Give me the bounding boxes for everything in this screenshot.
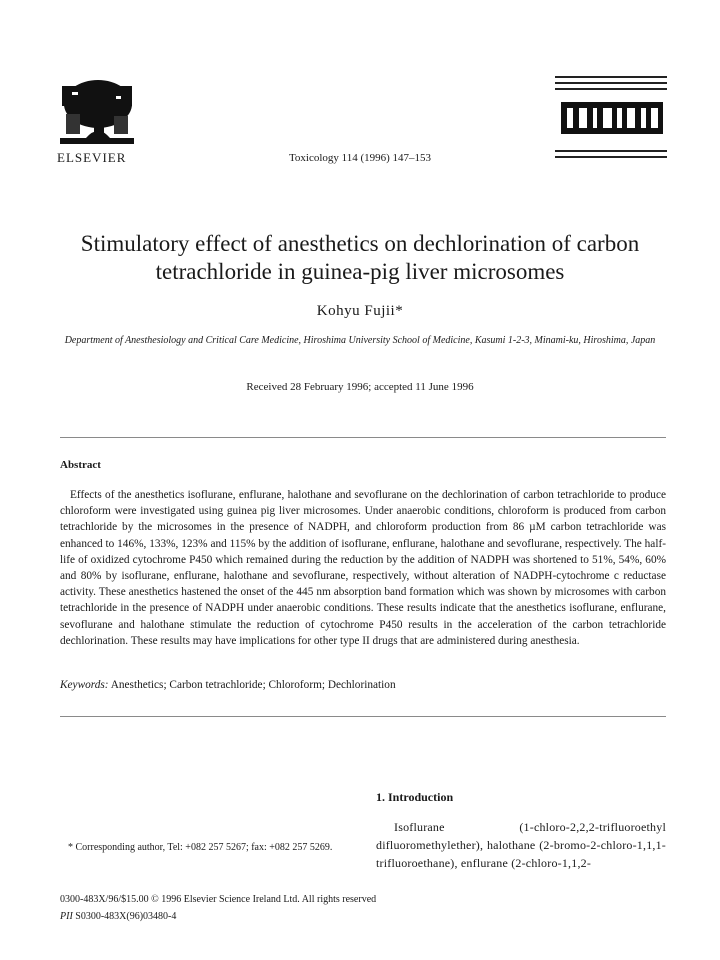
abstract-heading: Abstract xyxy=(60,459,101,471)
section-heading-introduction: 1. Introduction xyxy=(376,790,454,804)
publisher-name: ELSEVIER xyxy=(57,150,127,165)
journal-citation: Toxicology 114 (1996) 147–153 xyxy=(288,152,432,164)
corresponding-author-footnote: * Corresponding author, Tel: +082 257 5267; fax: +082 257 5269. xyxy=(68,842,333,853)
pii-line xyxy=(60,911,176,922)
author-name: Kohyu Fujii* xyxy=(316,303,404,319)
publisher-logo xyxy=(58,78,136,150)
journal-logo xyxy=(555,72,667,164)
copyright-line: 0300-483X/96/$15.00 © 1996 Elsevier Science Ireland Ltd. All rights reserved xyxy=(60,894,377,905)
keywords-line xyxy=(60,679,396,691)
divider-bottom xyxy=(60,716,666,717)
keywords-label: Keywords: xyxy=(60,679,109,691)
keywords-list: Anesthetics; Carbon tetrachloride; Chloroform; Dechlorination xyxy=(110,679,396,691)
pii-label: PII xyxy=(60,911,73,922)
introduction-body: Isoflurane (1-chloro-2,2,2-trifluoroethyl difluoromethylether), halothane (2-bromo-2-chloro-1,1,1-trifluoroethane), enflurane (2-chloro-1,1,2- xyxy=(376,820,666,870)
received-accepted-dates: Received 28 February 1996; accepted 11 June 1996 xyxy=(246,381,474,393)
article-title: Stimulatory effect of anesthetics on dechlorination of carbon tetrachloride in guinea-pig liver microsomes xyxy=(80,231,640,284)
author-affiliation: Department of Anesthesiology and Critical Care Medicine, Hiroshima University School of Medicine, Kasumi 1-2-3, Minami-ku, Hiroshima, Japan xyxy=(64,335,656,346)
abstract-body: Effects of the anesthetics isoflurane, enflurane, halothane and sevoflurane on the dechlorination of carbon tetrachloride to produce chloroform were investigated using guinea pig liver microsomes. Under anaerobic conditions, chloroform is produced from carbon tetrachloride by the microsomes in the presence of NADPH, and chloroform production from 86 µM carbon tetrachloride was enhanced to 146%, 133%, 123% and 115% by the addition of isoflurane, enflurane, halothane and sevoflurane, respectively. The half-life of oxidized cytochrome P450 which remained during the reduction by the addition of NADPH was shortened to 51%, 54%, 60% and 80% by isoflurane, enflurane, halothane and sevoflurane, respectively, without alteration of NADPH-cytochrome c reductase activity. These anesthetics hastened the onset of the 445 nm absorption band formation which was shown by microsomes with carbon tetrachloride in the presence of NADPH under anaerobic conditions. These results indicate that the anesthetics isoflurane, enflurane, sevoflurane and halothane stimulate the reduction of cytochrome P450 results in the acceleration of the carbon tetrachloride dechlorination. These results may have implications for other type II drugs that are administered during anesthesia. xyxy=(60,489,666,647)
pii-value: S0300-483X(96)03480-4 xyxy=(75,911,177,922)
divider-top xyxy=(60,437,666,438)
